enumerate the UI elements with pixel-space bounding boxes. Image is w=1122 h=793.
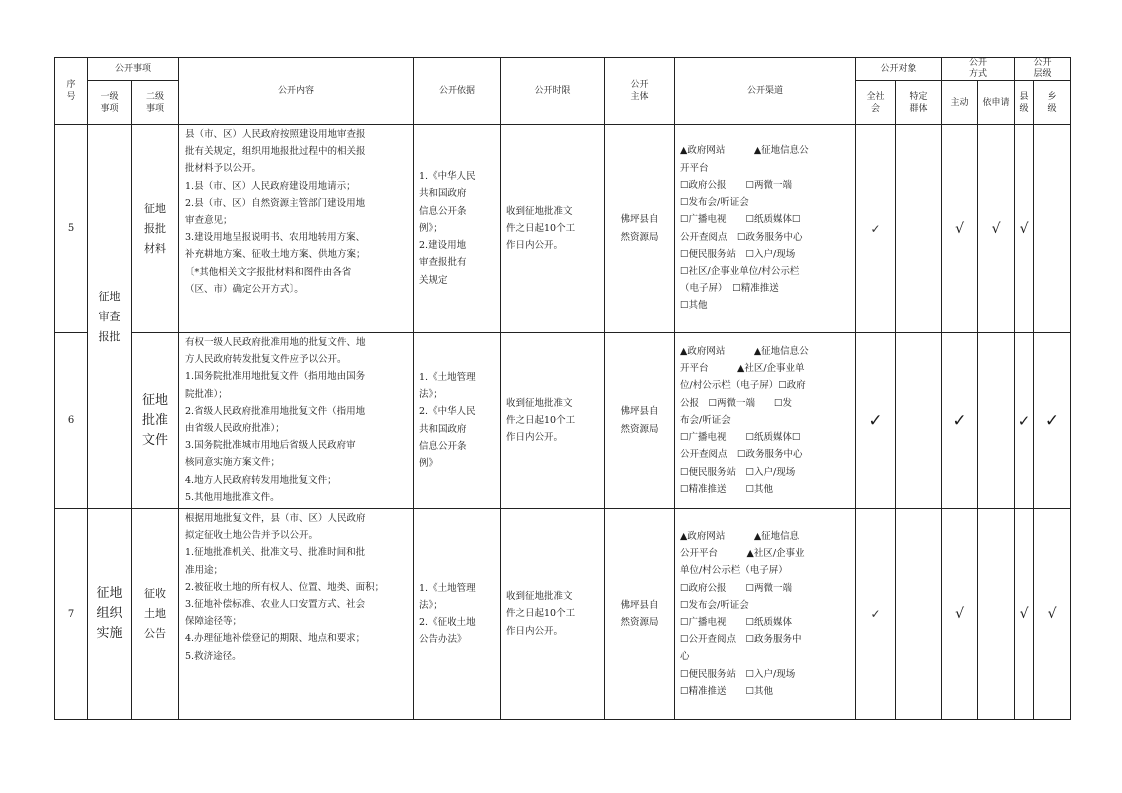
text-line: 拟定征收土地公告并予以公开。 — [185, 530, 319, 542]
row-level1-label: 征地组织实施 — [96, 586, 123, 641]
text-line: 信息公开条 — [419, 440, 467, 452]
text-line: 然资源局 — [620, 231, 659, 243]
text-line: 关规定 — [419, 274, 448, 286]
text-line: 由省级人民政府批准）； — [185, 423, 285, 435]
text-line: 2.建设用地 — [419, 240, 467, 252]
text-line: 例》； — [419, 222, 443, 234]
text-line: （区、市）确定公开方式〕。 — [185, 283, 304, 295]
text-line: 3.征地补偿标准、农业人口安置方式、社会 — [185, 599, 366, 611]
row-level2 — [132, 125, 179, 333]
basis-lines — [419, 168, 495, 288]
text-line: 3.建设用地呈报说明书、农用地转用方案、 — [185, 232, 366, 244]
text-line: 公告办法》 — [419, 634, 467, 646]
text-line: 补充耕地方案、征收土地方案、供地方案； — [185, 249, 366, 261]
subject-lines — [608, 403, 671, 437]
text-line: 方人民政府转发批复文件应予以公开。 — [185, 354, 347, 366]
text-line: 5.救济途径。 — [185, 650, 242, 662]
text-line: 审查报批有 — [419, 257, 467, 269]
header-time: 公开时限 — [501, 58, 605, 125]
channel-lines — [680, 528, 850, 700]
text-line: 位/村公示栏（电子屏）☐政府 — [680, 380, 806, 392]
header-level2 — [132, 81, 179, 125]
header-matters: 公开事项 — [88, 58, 179, 81]
header-method-apply-label: 依申请 — [982, 97, 1010, 108]
text-line: ☐其他 — [680, 300, 708, 312]
text-line: 公开查阅点 ☐政务服务中心 — [680, 449, 803, 461]
header-level-label: 公开层级 — [1033, 58, 1052, 79]
text-line: ☐政府公报 ☐两微一端 — [680, 582, 793, 594]
row-time — [501, 509, 605, 720]
text-line: 院批准）； — [185, 388, 228, 400]
header-row-1 — [55, 58, 1071, 81]
text-line: 批有关规定，组织用地报批过程中的相关报 — [185, 146, 366, 158]
mark-level-county: √ — [1015, 125, 1034, 333]
text-line: ☐精准推送 ☐其他 — [680, 685, 774, 697]
text-line: 佛坪县自 — [620, 599, 659, 611]
text-line: 1.国务院批准用地批复文件（指用地由国务 — [185, 371, 366, 383]
content-lines — [185, 510, 407, 665]
row-content — [179, 509, 414, 720]
subject-lines — [608, 597, 671, 631]
text-line: ☐便民服务站 ☐入户/现场 — [680, 248, 796, 260]
text-line: 1.县（市、区）人民政府建设用地请示； — [185, 180, 356, 192]
mark-method-active: √ — [942, 125, 978, 333]
text-line: 布会/听证会 — [680, 414, 731, 426]
text-line: 县（市、区）人民政府按照建设用地审查报 — [185, 129, 366, 140]
row-channel — [675, 125, 856, 333]
text-line: 共和国政府 — [419, 423, 467, 435]
row-time — [501, 125, 605, 333]
text-line: 开平台 ▲社区/企事业单 — [680, 363, 805, 375]
text-line: ▲政府网站 ▲征地信息公 — [680, 145, 809, 157]
header-seq — [55, 58, 88, 125]
row-level2-label: 征收土地公告 — [144, 587, 166, 640]
row-level2-label: 征地批准文件 — [141, 392, 168, 448]
header-subject — [605, 58, 675, 125]
row-basis — [414, 125, 501, 333]
row-level1-label: 征地审查报批 — [98, 289, 121, 343]
row-subject — [605, 509, 675, 720]
text-line: 件之日起10个工 — [506, 414, 576, 426]
mark-level-county: ✓ — [1015, 333, 1034, 509]
text-line: 5.其他用地批准文件。 — [185, 491, 280, 503]
text-line: 作日内公开。 — [506, 625, 564, 637]
text-line: 2.《中华人民 — [419, 406, 476, 418]
row-level2 — [132, 333, 179, 509]
text-line: 共和国政府 — [419, 188, 467, 200]
text-line: ☐便民服务站 ☐入户/现场 — [680, 466, 796, 478]
text-line: ☐广播电视 ☐纸质媒体 — [680, 617, 793, 628]
disclosure-table — [54, 57, 1071, 720]
text-line: 作日内公开。 — [506, 240, 564, 252]
table-row — [55, 509, 1071, 720]
mark-level-town: ✓ — [1034, 333, 1071, 509]
channel-lines — [680, 343, 850, 498]
header-content: 公开内容 — [179, 58, 414, 125]
mark-method-apply — [978, 333, 1015, 509]
mark-target-specific — [896, 333, 942, 509]
text-line: 作日内公开。 — [506, 432, 564, 444]
text-line: 单位/村公示栏（电子屏） — [680, 565, 788, 577]
text-line: ▲政府网站 ▲征地信息 — [680, 530, 800, 542]
text-line: ▲政府网站 ▲征地信息公 — [680, 346, 809, 358]
text-line: ☐精准推送 ☐其他 — [680, 483, 774, 495]
text-line: ☐社区/企事业单位/村公示栏 — [680, 265, 800, 277]
mark-target-specific — [896, 509, 942, 720]
header-seq-label: 序号 — [66, 80, 76, 102]
content-lines — [185, 334, 407, 506]
row-level1 — [88, 509, 132, 720]
text-line: 1.《土地管理 — [419, 582, 476, 594]
text-line: 根据用地批复文件，县（市、区）人民政府 — [185, 513, 366, 524]
text-line: 件之日起10个工 — [506, 222, 576, 234]
header-level1-label: 一级事项 — [100, 91, 119, 114]
mark-method-active: √ — [942, 509, 978, 720]
header-subject-label: 公开主体 — [630, 80, 649, 102]
mark-method-apply — [978, 509, 1015, 720]
table-row — [55, 333, 1071, 509]
row-channel — [675, 333, 856, 509]
text-line: 佛坪县自 — [620, 214, 659, 226]
mark-level-county: √ — [1015, 509, 1034, 720]
row-seq: 5 — [55, 125, 88, 333]
row-content — [179, 125, 414, 333]
row-subject — [605, 125, 675, 333]
text-line: 公开查阅点 ☐政务服务中心 — [680, 231, 803, 243]
text-line: （电子屏） ☐精准推送 — [680, 283, 779, 295]
text-line: 4.地方人民政府转发用地批复文件； — [185, 474, 337, 486]
text-line: ☐广播电视 ☐纸质媒体☐ — [680, 432, 801, 444]
text-line: 4.办理征地补偿登记的期限、地点和要求； — [185, 633, 366, 645]
header-target-specific-label: 特定群体 — [909, 91, 928, 114]
row-subject — [605, 333, 675, 509]
header-target-all-label: 全社会 — [866, 91, 885, 114]
header-channel: 公开渠道 — [675, 58, 856, 125]
header-target: 公开对象 — [856, 58, 942, 81]
header-level-county-label: 县级 — [1019, 91, 1029, 114]
text-line: 佛坪县自 — [620, 406, 659, 418]
time-lines — [506, 395, 599, 447]
text-line: 1.征地批准机关、批准文号、批准时间和批 — [185, 547, 366, 559]
row-seq: 6 — [55, 333, 88, 509]
header-target-specific — [896, 81, 942, 125]
header-level2-label: 二级事项 — [145, 91, 164, 114]
text-line: 收到征地批准文 — [506, 205, 573, 217]
header-method-label: 公开方式 — [969, 58, 988, 79]
text-line: 然资源局 — [620, 617, 659, 628]
row-basis — [414, 509, 501, 720]
text-line: ☐政府公报 ☐两微一端 — [680, 179, 793, 191]
text-line: 〔*其他相关文字报批材料和图件由各省 — [185, 266, 352, 278]
text-line: 2.县（市、区）自然资源主管部门建设用地 — [185, 197, 366, 209]
mark-method-apply: √ — [978, 125, 1015, 333]
text-line: 2.省级人民政府批准用地批复文件（指用地 — [185, 405, 366, 417]
text-line: 有权一级人民政府批准用地的批复文件、地 — [185, 337, 366, 348]
text-line: ☐发布会/听证会 — [680, 599, 749, 611]
header-level — [1015, 58, 1071, 81]
content-lines — [185, 126, 407, 298]
text-line: 件之日起10个工 — [506, 608, 576, 620]
time-lines — [506, 203, 599, 255]
row-level2 — [132, 509, 179, 720]
mark-target-all: ✓ — [856, 333, 896, 509]
text-line: 批材料予以公开。 — [185, 163, 262, 175]
row-level1 — [88, 125, 132, 509]
mark-level-town — [1034, 125, 1071, 333]
header-method-apply — [978, 81, 1015, 125]
mark-level-town: √ — [1034, 509, 1071, 720]
text-line: ☐公开查阅点 ☐政务服务中 — [680, 634, 802, 646]
header-level-town-label: 乡级 — [1047, 91, 1057, 114]
mark-method-active: ✓ — [942, 333, 978, 509]
text-line: ☐便民服务站 ☐入户/现场 — [680, 668, 796, 680]
basis-lines — [419, 369, 495, 472]
header-basis: 公开依据 — [414, 58, 501, 125]
text-line: 公报 ☐两微一端 ☐发 — [680, 397, 793, 409]
text-line: 收到征地批准文 — [506, 397, 573, 409]
text-line: 心 — [680, 651, 690, 663]
channel-lines — [680, 142, 850, 314]
text-line: 1.《中华人民 — [419, 171, 476, 183]
text-line: ☐广播电视 ☐纸质媒体☐ — [680, 214, 801, 226]
table-row — [55, 125, 1071, 333]
text-line: 然资源局 — [620, 423, 659, 435]
text-line: 2.被征收土地的所有权人、位置、地类、面积； — [185, 581, 385, 593]
row-basis — [414, 333, 501, 509]
text-line: 2.《征收土地 — [419, 617, 476, 628]
row-level2-label: 征地报批材料 — [144, 201, 166, 255]
text-line: 开平台 — [680, 162, 709, 174]
text-line: 法》； — [419, 599, 443, 611]
basis-lines — [419, 580, 495, 649]
text-line: 法》； — [419, 389, 443, 401]
mark-target-all: ✓ — [856, 509, 896, 720]
text-line: 审查意见； — [185, 215, 233, 227]
header-method — [942, 58, 1015, 81]
text-line: 准用途； — [185, 564, 224, 576]
header-level-county — [1015, 81, 1034, 125]
text-line: 保障途径等； — [185, 616, 243, 628]
text-line: 3.国务院批准城市用地后省级人民政府审 — [185, 440, 356, 452]
header-level1 — [88, 81, 132, 125]
mark-target-specific — [896, 125, 942, 333]
subject-lines — [608, 211, 671, 245]
header-method-active: 主动 — [942, 81, 978, 125]
text-line: 收到征地批准文 — [506, 591, 573, 603]
time-lines — [506, 588, 599, 640]
text-line: 1.《土地管理 — [419, 371, 476, 383]
row-seq: 7 — [55, 509, 88, 720]
row-time — [501, 333, 605, 509]
header-level-town — [1034, 81, 1071, 125]
text-line: 例》 — [419, 457, 439, 469]
text-line: 核同意实施方案文件； — [185, 457, 281, 469]
row-content — [179, 333, 414, 509]
text-line: 公开平台 ▲社区/企事业 — [680, 548, 805, 560]
text-line: 信息公开条 — [419, 205, 467, 217]
header-target-all — [856, 81, 896, 125]
row-channel — [675, 509, 856, 720]
mark-target-all: ✓ — [856, 125, 896, 333]
text-line: ☐发布会/听证会 — [680, 197, 749, 209]
